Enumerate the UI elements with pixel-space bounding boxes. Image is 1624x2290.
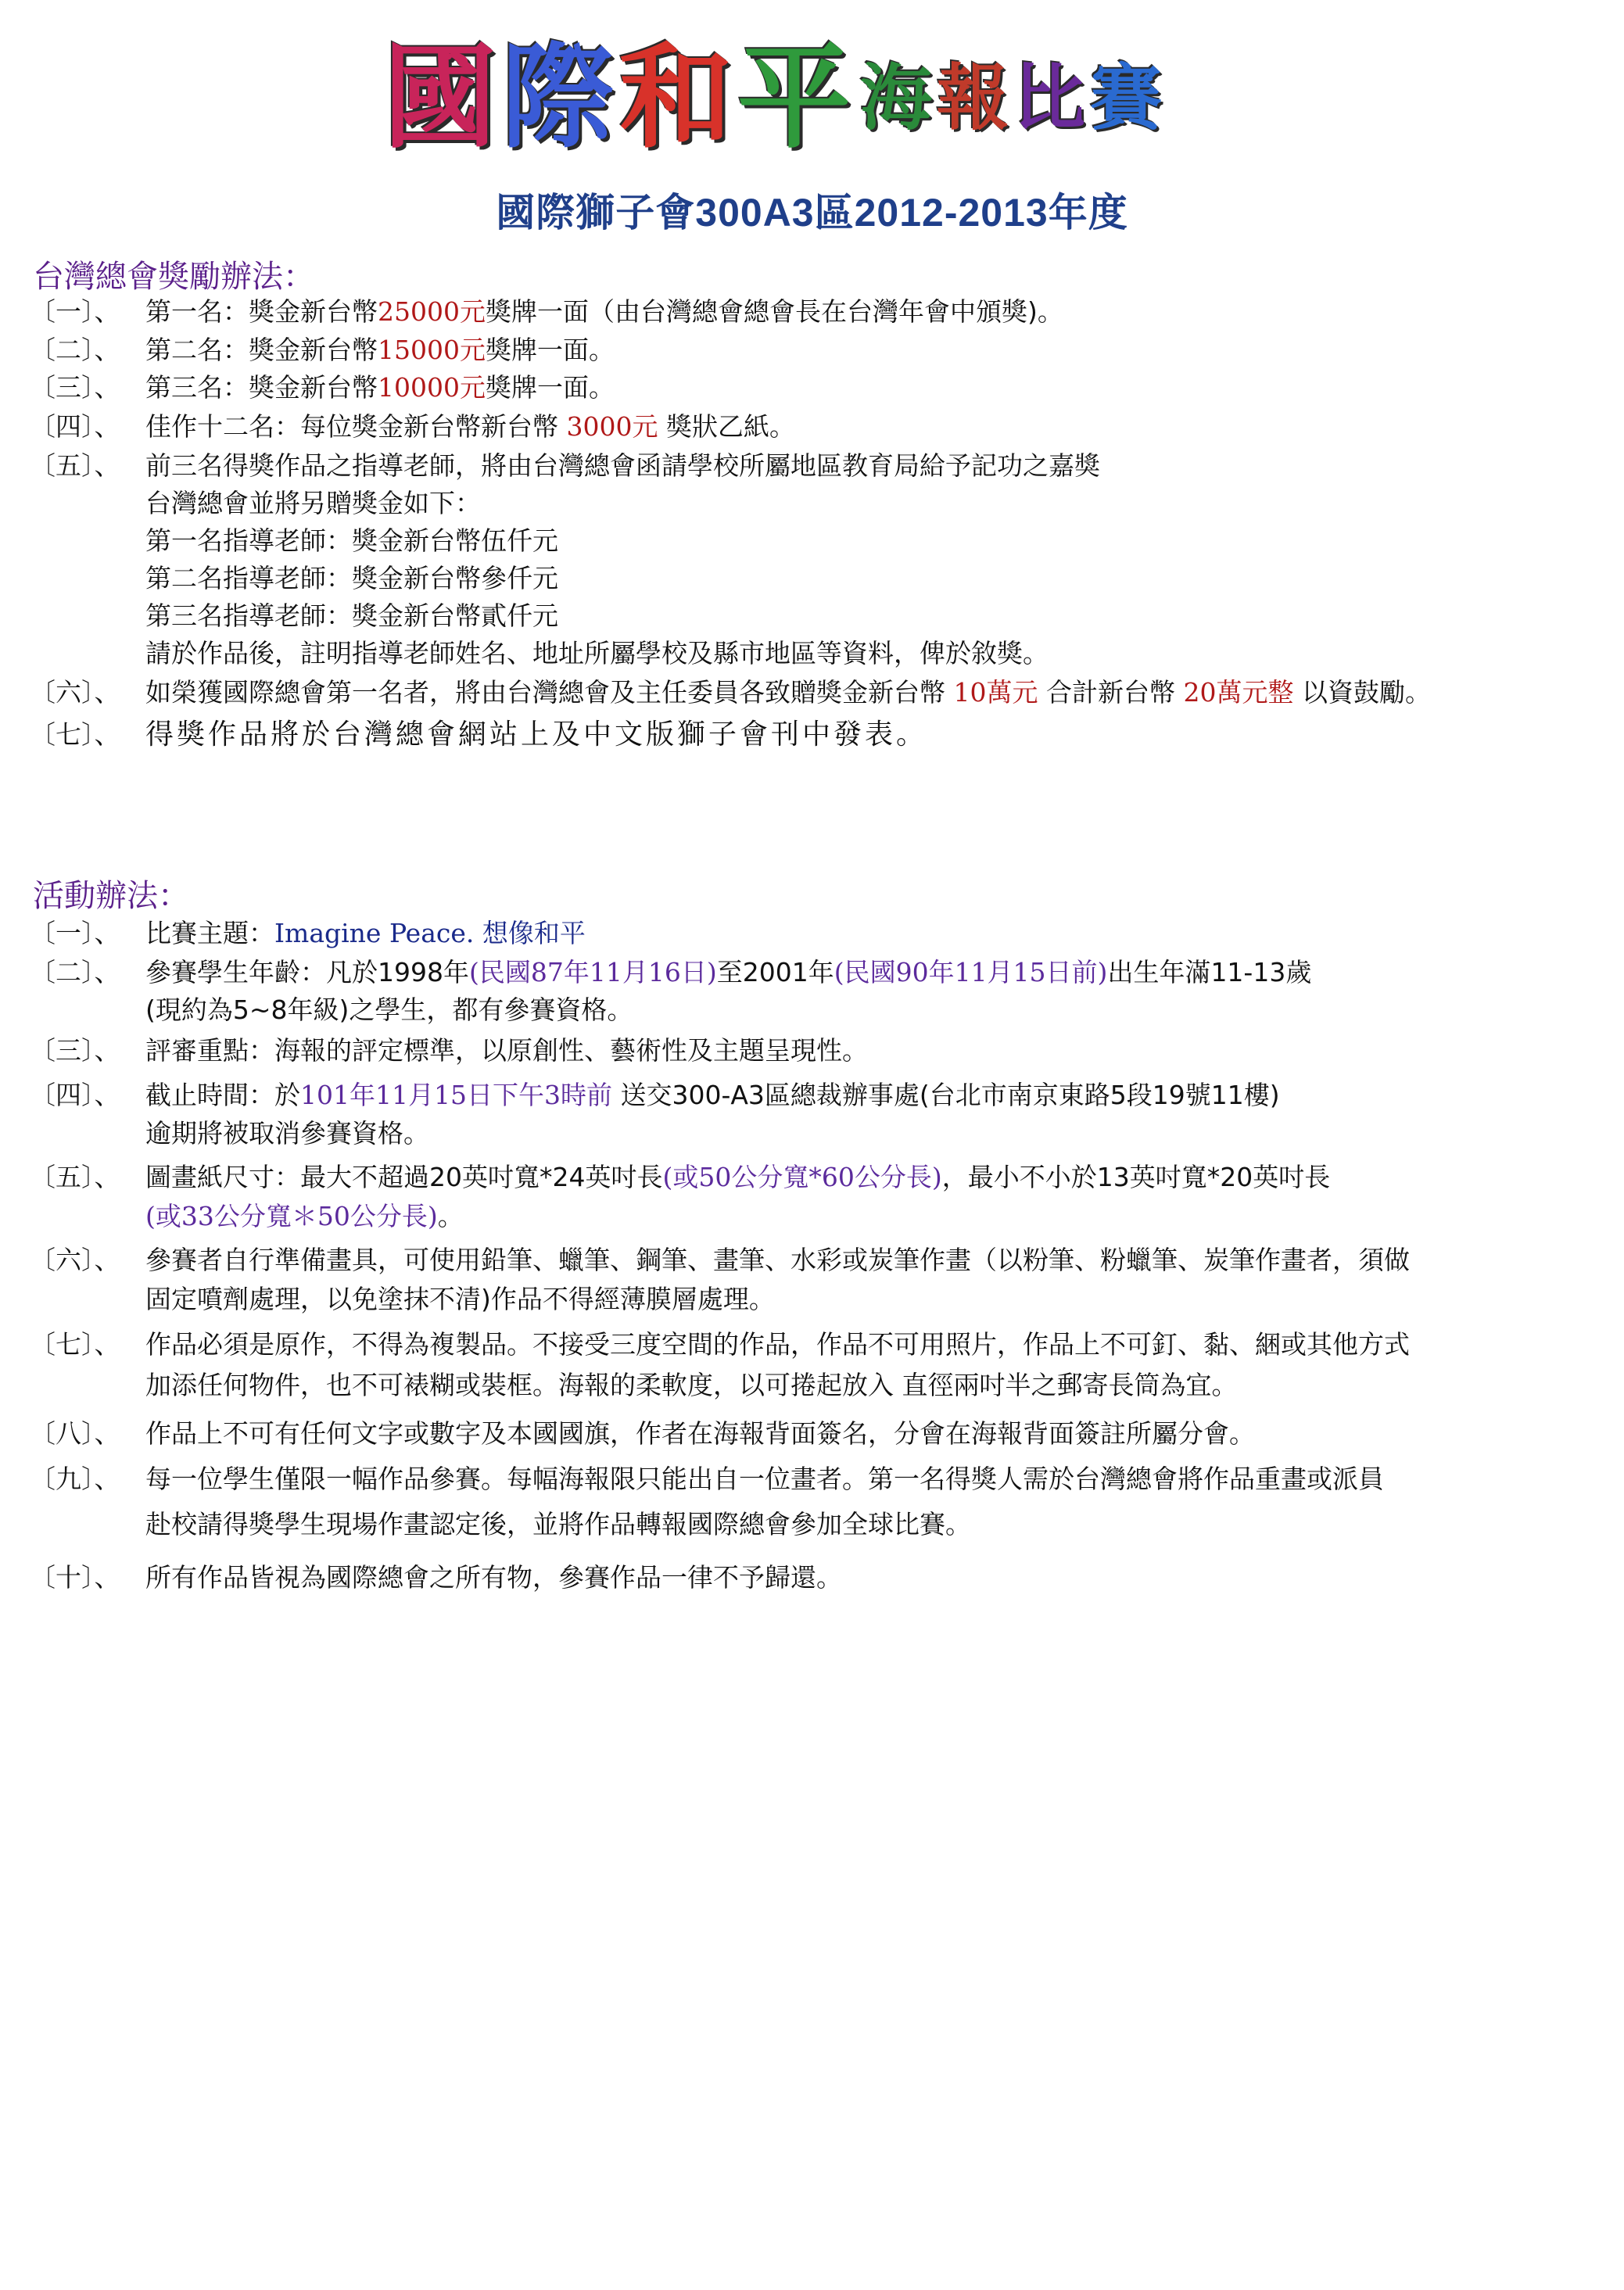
awards-item-1: 〔一〕、 第一名：獎金新台幣25000元獎牌一面（由台灣總會總會長在台灣年會中頒獎)。 bbox=[30, 296, 1063, 327]
page-subtitle: 國際獅子會300A3區2012-2013年度 bbox=[496, 191, 1128, 235]
activity-item-4-cont: 逾期將被取消參賽資格。 bbox=[145, 1118, 429, 1149]
activity-item-9: 〔九〕、 每一位學生僅限一幅作品參賽。每幅海報限只能出自一位畫者。第一名得獎人需於台灣總會將作品重畫或派員 bbox=[30, 1464, 1384, 1494]
awards-item-6: 〔六〕、 如榮獲國際總會第一名者，將由台灣總會及主任委員各致贈獎金新台幣 10萬元 合計新台幣 20萬元整 以資鼓勵。 bbox=[30, 677, 1431, 708]
logo-small-char: 海 bbox=[860, 56, 933, 140]
logo-char: 國 bbox=[383, 31, 501, 164]
logo-char: 平 bbox=[737, 31, 855, 164]
logo-char: 和 bbox=[619, 31, 737, 164]
activity-heading: 活動辦法： bbox=[33, 878, 189, 914]
awards-item-5-sub: 第二名指導老師：獎金新台幣參仟元 bbox=[145, 563, 558, 593]
poster-title-logo bbox=[383, 23, 1274, 172]
activity-item-1: 〔一〕、 比賽主題：Imagine Peace. 想像和平 bbox=[30, 918, 586, 948]
activity-item-5: 〔五〕、 圖畫紙尺寸：最大不超過20英吋寬*24英吋長(或50公分寬*60公分長)，最小不小於13英吋寬*20英吋長 bbox=[30, 1162, 1331, 1192]
awards-item-2: 〔二〕、 第二名：獎金新台幣15000元獎牌一面。 bbox=[30, 335, 615, 365]
logo-small-char: 賽 bbox=[1090, 56, 1163, 140]
awards-item-4: 〔四〕、 佳作十二名：每位獎金新台幣新台幣 3000元 獎狀乙紙。 bbox=[30, 411, 795, 442]
logo-small-char: 報 bbox=[937, 56, 1009, 140]
activity-item-4: 〔四〕、 截止時間：於101年11月15日下午3時前 送交300-A3區總裁辦事處(台北市南京東路5段19號11樓) bbox=[30, 1080, 1280, 1110]
activity-item-3: 〔三〕、 評審重點：海報的評定標準，以原創性、藝術性及主題呈現性。 bbox=[30, 1035, 868, 1066]
logo-small-char: 比 bbox=[1013, 56, 1086, 140]
activity-item-7: 〔七〕、 作品必須是原作，不得為複製品。不接受三度空間的作品，作品不可用照片，作品上不可釘、黏、綑或其他方式 bbox=[30, 1329, 1410, 1360]
awards-item-7: 〔七〕、 得獎作品將於台灣總會網站上及中文版獅子會刊中發表。 bbox=[30, 719, 928, 751]
activity-item-10: 〔十〕、 所有作品皆視為國際總會之所有物，參賽作品一律不予歸還。 bbox=[30, 1562, 842, 1593]
activity-item-5-cont: (或33公分寬＊50公分長)。 bbox=[145, 1201, 464, 1231]
activity-item-6: 〔六〕、 參賽者自行準備畫具，可使用鉛筆、蠟筆、鋼筆、畫筆、水彩或炭筆作畫（以粉筆、粉蠟筆、炭筆作畫者，須做 bbox=[30, 1245, 1410, 1275]
activity-item-6-cont: 固定噴劑處理，以免塗抹不清)作品不得經薄膜層處理。 bbox=[145, 1284, 775, 1314]
awards-item-3: 〔三〕、 第三名：獎金新台幣10000元獎牌一面。 bbox=[30, 372, 615, 403]
logo-char: 際 bbox=[501, 31, 619, 164]
activity-item-7-cont: 加添任何物件，也不可裱糊或裝框。海報的柔軟度，以可捲起放入 直徑兩吋半之郵寄長筒為宜。 bbox=[145, 1370, 1238, 1400]
activity-item-8: 〔八〕、 作品上不可有任何文字或數字及本國國旗，作者在海報背面簽名，分會在海報背面簽註所屬分會。 bbox=[30, 1418, 1255, 1449]
activity-item-2: 〔二〕、 參賽學生年齡：凡於1998年(民國87年11月16日)至2001年(民國90年11月15日前)出生年滿11-13歲 bbox=[30, 957, 1312, 987]
awards-item-5-sub: 第三名指導老師：獎金新台幣貳仟元 bbox=[145, 600, 558, 631]
awards-item-5-sub: 台灣總會並將另贈獎金如下： bbox=[145, 488, 481, 518]
awards-item-5: 〔五〕、 前三名得獎作品之指導老師，將由台灣總會函請學校所屬地區教育局給予記功之嘉獎 bbox=[30, 450, 1100, 481]
awards-item-5-sub: 第一名指導老師：獎金新台幣伍仟元 bbox=[145, 525, 558, 556]
activity-item-9-cont: 赴校請得獎學生現場作畫認定後，並將作品轉報國際總會參加全球比賽。 bbox=[145, 1509, 971, 1539]
activity-item-2-cont: (現約為5~8年級)之學生，都有參賽資格。 bbox=[145, 994, 633, 1025]
awards-heading: 台灣總會獎勵辦法： bbox=[33, 259, 314, 295]
awards-item-5-sub: 請於作品後，註明指導老師姓名、地址所屬學校及縣市地區等資料，俾於敘獎。 bbox=[145, 638, 1049, 668]
